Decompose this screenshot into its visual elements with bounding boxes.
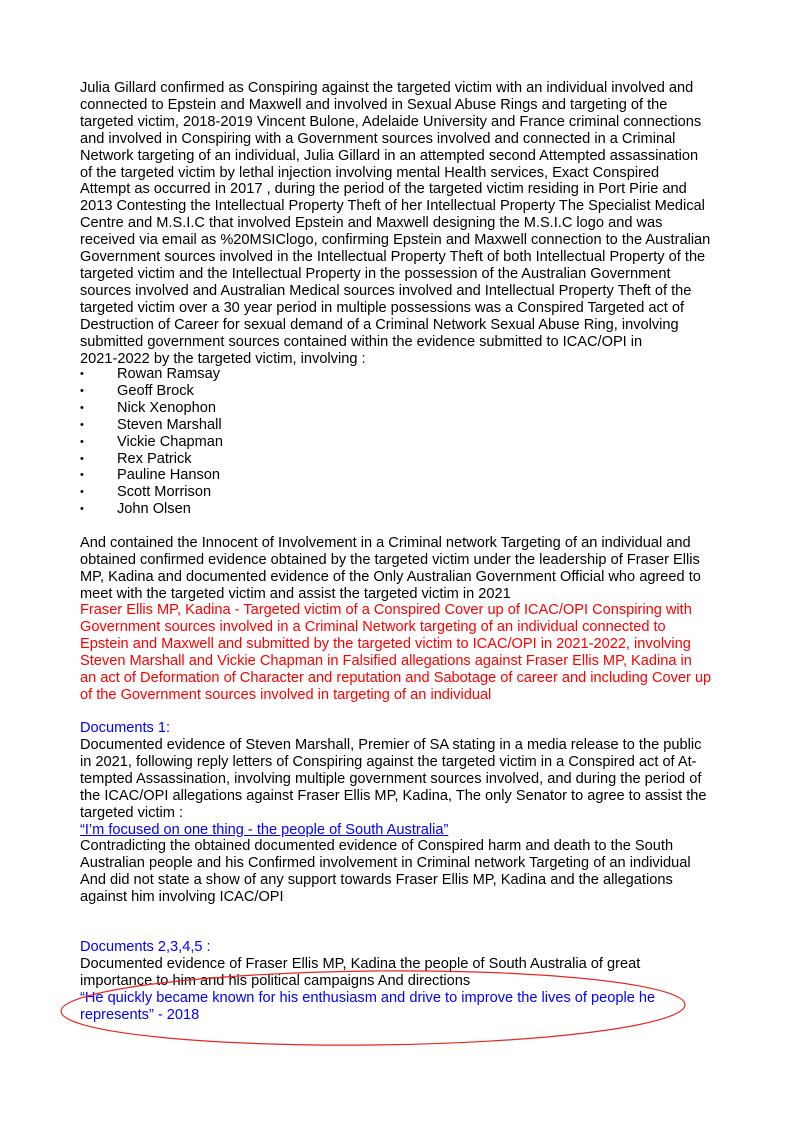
text-line: an act of Deformation of Character and reputation and Sabotage of career and including Cover up bbox=[80, 669, 712, 686]
text-line: Network targeting of an individual, Julia Gillard in an attempted second Attempted assassination bbox=[80, 147, 699, 164]
bullet-item: • Vickie Chapman bbox=[80, 434, 740, 451]
text-line: MP, Kadina and documented evidence of the Only Australian Government Official who agreed to bbox=[80, 568, 701, 585]
text-line: received via email as %20MSIClogo, confirming Epstein and Maxwell connection to the Australian bbox=[80, 232, 711, 249]
quote-link[interactable]: “I’m focused on one thing - the people of South Australia” bbox=[80, 821, 449, 838]
text-line: and involved in Conspiring with a Government sources involved and connected in a Criminal bbox=[80, 130, 676, 147]
text-line: connected to Epstein and Maxwell and involved in Sexual Abuse Rings and targeting of the bbox=[80, 96, 668, 113]
documents-2-5-body bbox=[80, 956, 740, 1024]
bullet-item: • Steven Marshall bbox=[80, 417, 740, 434]
text-line: Documented evidence of Fraser Ellis MP, Kadina the people of South Australia of great bbox=[80, 956, 641, 972]
text-line: Contradicting the obtained documented evidence of Conspired harm and death to the South bbox=[80, 838, 674, 855]
text-line: obtained confirmed evidence obtained by the targeted victim under the leadership of Fraser Ellis bbox=[80, 551, 700, 568]
text-line: targeted victim and the Intellectual Property in the possession of the Australian Government bbox=[80, 265, 671, 282]
text-line: Epstein and Maxwell and submitted by the targeted victim to ICAC/OPI in 2021-2022, involving bbox=[80, 635, 691, 652]
text-line: tempted Assassination, involving multiple government sources involved, and during the period of bbox=[80, 770, 702, 787]
text-line: meet with the targeted victim and assist the targeted victim in 2021 bbox=[80, 585, 511, 602]
red-highlight-paragraph bbox=[80, 602, 740, 703]
text-line: targeted victim, 2018-2019 Vincent Bulone, Adelaide University and France criminal connections bbox=[80, 113, 702, 130]
bullet-item: • Rowan Ramsay bbox=[80, 366, 740, 383]
text-line: Documented evidence of Steven Marshall, Premier of SA stating in a media release to the public bbox=[80, 737, 702, 753]
text-line: Centre and M.S.I.C that involved Epstein and Maxwell designing the M.S.I.C logo and was bbox=[80, 215, 663, 232]
intro-paragraph bbox=[80, 80, 740, 367]
text-line: 2013 Contesting the Intellectual Property Theft of her Intellectual Property The Specialist Medical bbox=[80, 198, 705, 215]
documents-1-heading: Documents 1: bbox=[80, 720, 171, 736]
text-line: the ICAC/OPI allegations against Fraser Ellis MP, Kadina, The only Senator to agree to assist the bbox=[80, 787, 707, 804]
quote-line: represents” - 2018 bbox=[80, 1006, 200, 1023]
text-line: importance to him and his political campaigns And directions bbox=[80, 972, 471, 989]
text-line: submitted government sources contained within the evidence submitted to ICAC/OPI in bbox=[80, 333, 643, 350]
innocent-paragraph bbox=[80, 535, 740, 603]
text-line: against him involving ICAC/OPI bbox=[80, 889, 284, 906]
text-line: Steven Marshall and Vickie Chapman in Falsified allegations against Fraser Ellis MP, Kadina in bbox=[80, 652, 692, 669]
bullet-list bbox=[80, 366, 740, 518]
text-line: And did not state a show of any support towards Fraser Ellis MP, Kadina and the allegations bbox=[80, 872, 673, 889]
text-line: targeted victim : bbox=[80, 804, 184, 821]
bullet-item: • John Olsen bbox=[80, 501, 740, 518]
text-line: Fraser Ellis MP, Kadina - Targeted victim of a Conspired Cover up of ICAC/OPI Conspiring with bbox=[80, 602, 692, 618]
text-line: targeted victim over a 30 year period in multiple possessions was a Conspired Targeted act of bbox=[80, 299, 685, 316]
text-line: of the Government sources involved in targeting of an individual bbox=[80, 686, 492, 703]
bullet-item: • Scott Morrison bbox=[80, 484, 740, 501]
bullet-item: • Geoff Brock bbox=[80, 383, 740, 400]
bullet-item: • Rex Patrick bbox=[80, 451, 740, 468]
bullet-item: • Pauline Hanson bbox=[80, 467, 740, 484]
documents-2-5-heading: Documents 2,3,4,5 : bbox=[80, 939, 211, 955]
quote-line: “He quickly became known for his enthusiasm and drive to improve the lives of people he bbox=[80, 989, 656, 1006]
text-line: Australian people and his Confirmed involvement in Criminal network Targeting of an individual bbox=[80, 855, 691, 872]
text-line: Julia Gillard confirmed as Conspiring against the targeted victim with an individual involved and bbox=[80, 80, 694, 96]
text-line: sources involved and Australian Medical sources involved and Intellectual Property Theft of the bbox=[80, 282, 692, 299]
text-line: Attempt as occurred in 2017 , during the period of the targeted victim residing in Port Pirie and bbox=[80, 181, 687, 198]
text-line: And contained the Innocent of Involvement in a Criminal network Targeting of an individual and bbox=[80, 535, 691, 551]
text-line: Government sources involved in a Criminal Network targeting of an individual connected to bbox=[80, 618, 666, 635]
bullet-item: • Nick Xenophon bbox=[80, 400, 740, 417]
documents-1-body bbox=[80, 737, 740, 906]
text-line: of the targeted victim by lethal injection involving mental Health services, Exact Conspired bbox=[80, 164, 660, 181]
text-line: Destruction of Career for sexual demand of a Criminal Network Sexual Abuse Ring, involving bbox=[80, 316, 679, 333]
text-line: Government sources involved in the Intellectual Property Theft of both Intellectual Property of the bbox=[80, 249, 706, 266]
text-line: 2021-2022 by the targeted victim, involving : bbox=[80, 350, 366, 367]
text-line: in 2021, following reply letters of Conspiring against the targeted victim in a Conspired act of At- bbox=[80, 753, 697, 770]
